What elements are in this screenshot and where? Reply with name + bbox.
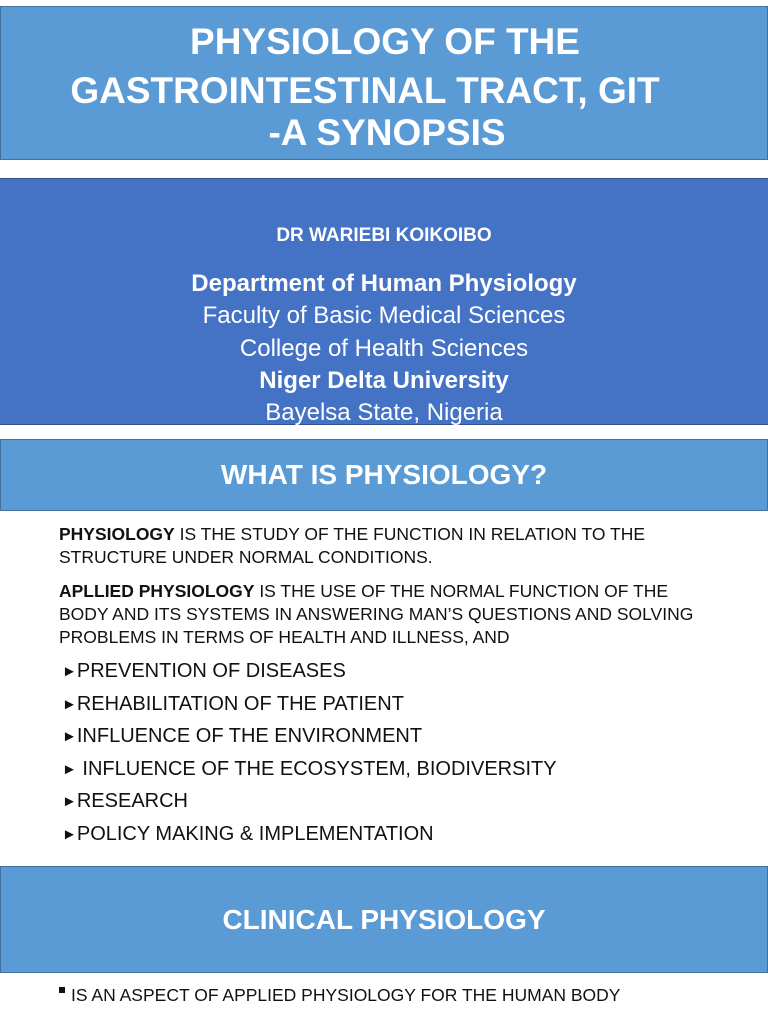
list-item-label: POLICY MAKING & IMPLEMENTATION <box>76 822 434 845</box>
title-line-3: -A SYNOPSIS <box>268 112 506 153</box>
definition-term: APLLIED PHYSIOLOGY <box>59 581 255 601</box>
section-heading-clinical: CLINICAL PHYSIOLOGY <box>0 866 768 973</box>
section-heading-physiology: WHAT IS PHYSIOLOGY? <box>0 439 768 511</box>
square-bullet-icon <box>59 987 65 993</box>
clinical-list-item <box>59 984 620 1007</box>
title-line-2: GASTROINTESTINAL TRACT, GIT <box>70 70 660 111</box>
university: Niger Delta University <box>259 367 509 394</box>
list-item <box>62 691 557 724</box>
definition-term: PHYSIOLOGY <box>59 524 175 544</box>
faculty: Faculty of Basic Medical Sciences <box>202 302 566 329</box>
author-panel <box>0 178 768 425</box>
list-item-label: INFLUENCE OF THE ECOSYSTEM, BIODIVERSITY <box>76 757 557 780</box>
arrow-bullet-icon: ► <box>62 663 77 680</box>
list-item <box>62 821 557 854</box>
list-item-label: INFLUENCE OF THE ENVIRONMENT <box>76 725 423 747</box>
definition-applied-physiology <box>59 580 719 649</box>
arrow-bullet-icon: ► <box>62 793 77 810</box>
list-item-label: REHABILITATION OF THE PATIENT <box>76 692 404 715</box>
definition-text: IS THE USE OF THE NORMAL FUNCTION OF THE BODY AND ITS SYSTEMS IN ANSWERING MAN’S QUESTIONS AND SOLVING PROBLEMS IN TERMS OF HEALTH AND ILLNESS, AND <box>59 581 694 647</box>
author-name: DR WARIEBI KOIKOIBO <box>276 225 492 246</box>
arrow-bullet-icon: ► <box>62 695 77 713</box>
department: Department of Human Physiology <box>191 270 577 297</box>
list-item <box>62 788 557 821</box>
definition-text: IS THE STUDY OF THE FUNCTION IN RELATION TO THE STRUCTURE UNDER NORMAL CONDITIONS. <box>59 524 646 567</box>
list-item <box>62 658 557 691</box>
college: College of Health Sciences <box>239 335 529 362</box>
arrow-bullet-icon: ► <box>62 760 77 778</box>
clinical-item-text: IS AN ASPECT OF APPLIED PHYSIOLOGY FOR THE HUMAN BODY <box>71 985 621 1005</box>
title-banner <box>0 6 768 160</box>
arrow-bullet-icon: ► <box>62 728 77 745</box>
list-item <box>62 756 557 789</box>
definition-physiology <box>59 523 719 569</box>
list-item-label: RESEARCH <box>76 790 188 812</box>
arrow-bullet-icon: ► <box>62 825 77 843</box>
applications-list <box>62 658 557 853</box>
list-item-label: PREVENTION OF DISEASES <box>76 660 346 682</box>
location: Bayelsa State, Nigeria <box>265 399 503 426</box>
title-line-1: PHYSIOLOGY OF THE <box>190 21 580 62</box>
list-item <box>62 723 557 756</box>
